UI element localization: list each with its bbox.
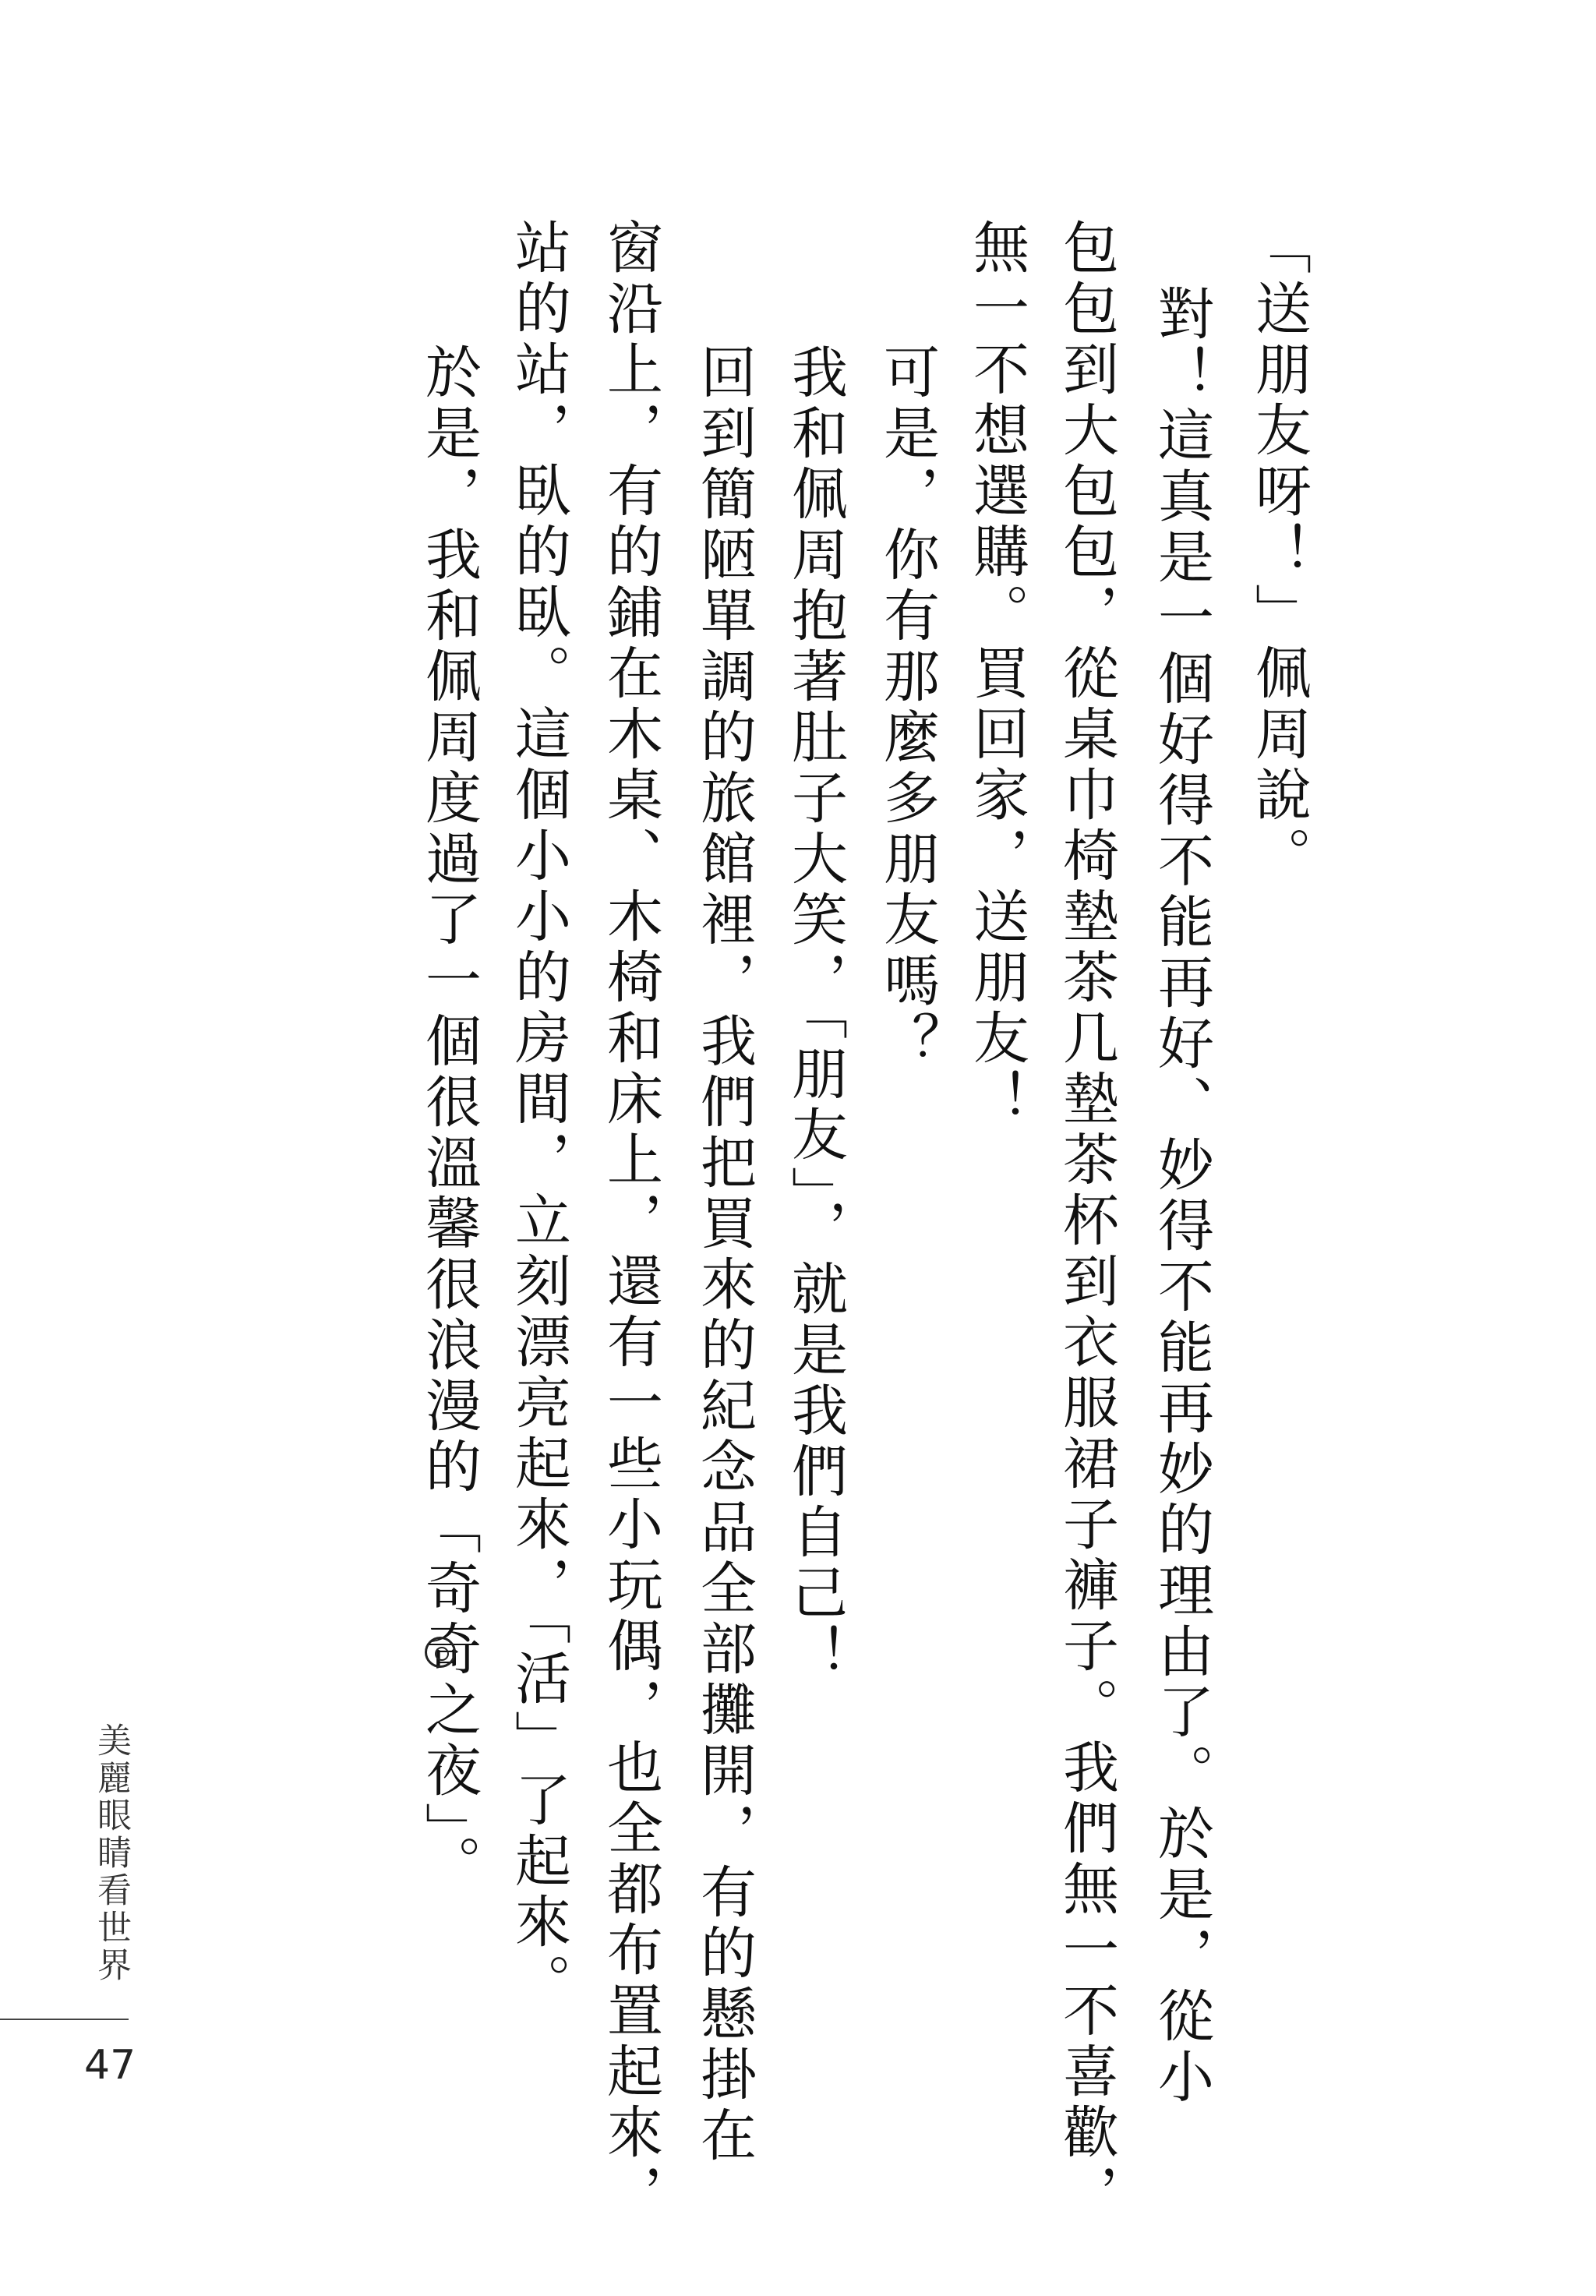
text-column-10: 於是，我和佩周度過了一個很溫馨很浪漫的「奇奇之夜」。 (416, 343, 482, 1895)
running-title: 美麗眼睛看世界 (91, 1722, 131, 1984)
end-mark-icon (425, 1637, 456, 1668)
text-column-7: 回到簡陋單調的旅館裡，我們把買來的紀念品全部攤開，有的懸掛在 (691, 343, 757, 2167)
page-number: 47 (84, 2042, 136, 2089)
text-column-2: 對！這真是一個好得不能再好、妙得不能再妙的理由了。於是，從小 (1149, 284, 1214, 2108)
text-column-3: 包包到大包包，從桌巾椅墊茶几墊茶杯到衣服裙子褲子。我們無一不喜歡， (1054, 218, 1119, 2224)
text-column-4: 無一不想選購。買回家，送朋友！ (964, 218, 1029, 1130)
text-column-1: 「送朋友呀！」佩周說。 (1246, 218, 1312, 887)
text-column-6: 我和佩周抱著肚子大笑，「朋友」，就是我們自己！ (782, 343, 848, 1685)
text-column-8: 窗沿上，有的鋪在木桌、木椅和床上，還有一些小玩偶，也全都布置起來， (598, 218, 663, 2224)
text-column-5: 可是，你有那麼多朋友嗎？ (874, 343, 940, 1072)
text-column-9: 站的站，臥的臥。這個小小的房間，立刻漂亮起來，「活」了起來。 (506, 218, 571, 2014)
footer-divider (0, 2019, 129, 2020)
